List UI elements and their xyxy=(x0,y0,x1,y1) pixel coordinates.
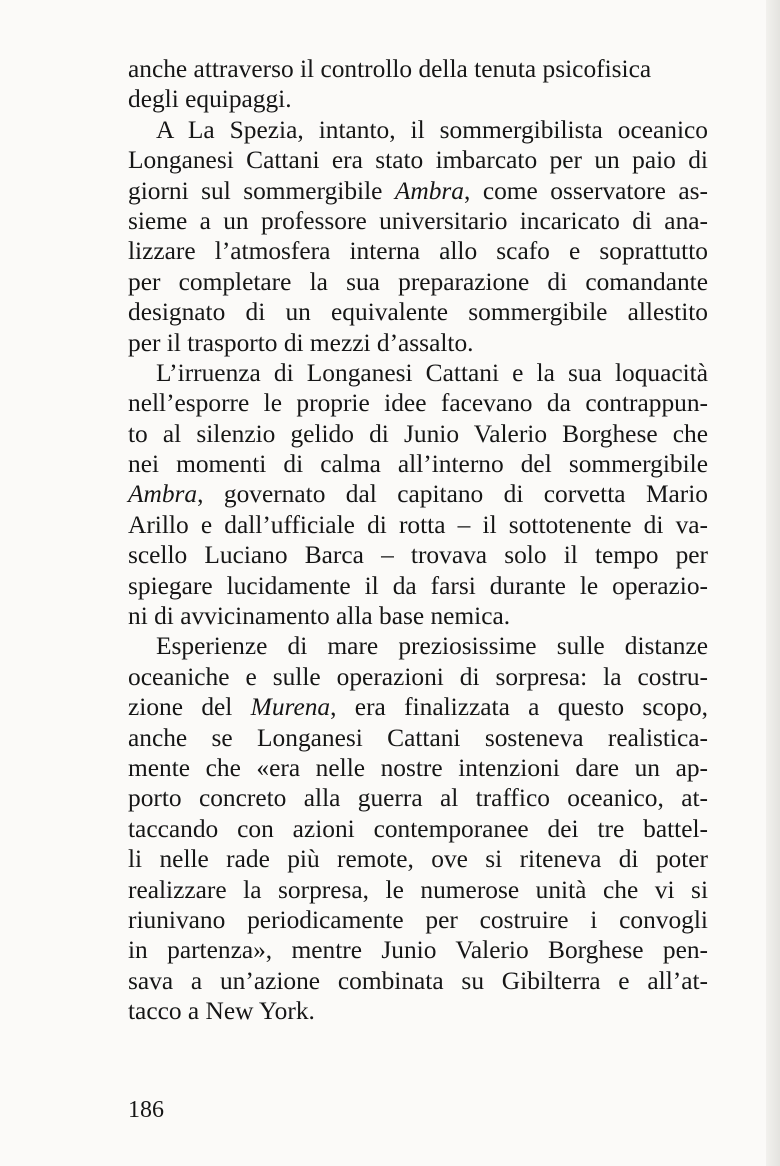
text-line: to al silenzio gelido di Junio Valerio Borghese che xyxy=(128,419,708,448)
text-line: mente che «era nelle nostre intenzioni dare un ap- xyxy=(128,753,708,782)
text-line: riunivano periodicamente per costruire i convogli xyxy=(128,905,708,934)
text-line: Ambra, governato dal capitano di corvetta Mario xyxy=(128,480,708,509)
text-line: giorni sul sommergibile Ambra, come osservatore as- xyxy=(128,176,708,205)
text-line: degli equipaggi. xyxy=(128,85,292,114)
text-line: zione del Murena, era finalizzata a questo scopo, xyxy=(128,693,708,722)
page-body-text xyxy=(128,54,708,1027)
text-line: L’irruenza di Longanesi Cattani e la sua loquacità xyxy=(156,358,708,387)
paragraph xyxy=(128,115,708,358)
text-line: Esperienze di mare preziosissime sulle distanze xyxy=(156,632,708,661)
text-line: lizzare l’atmosfera interna allo scafo e soprattutto xyxy=(128,237,708,266)
italic-title: Ambra xyxy=(128,480,198,509)
text-line: taccando con azioni contemporanee dei tre battel- xyxy=(128,814,708,843)
text-line: scello Luciano Barca – trovava solo il tempo per xyxy=(128,541,708,570)
text-line: anche se Longanesi Cattani sosteneva realistica- xyxy=(128,723,708,752)
italic-title: Ambra xyxy=(394,176,464,205)
paragraph xyxy=(128,631,708,1026)
text-line: nell’esporre le proprie idee facevano da contrappun- xyxy=(128,389,708,418)
text-line: sieme a un professore universitario incaricato di ana- xyxy=(128,206,708,235)
page-gutter-shadow xyxy=(766,0,780,1166)
paragraph xyxy=(128,358,708,632)
text-line: realizzare la sorpresa, le numerose unità che vi si xyxy=(128,875,708,904)
text-line: tacco a New York. xyxy=(128,997,315,1026)
page-number: 186 xyxy=(128,1097,164,1123)
text-line: Arillo e dall’ufficiale di rotta – il sottotenente di va- xyxy=(128,510,708,539)
text-line: ni di avvicinamento alla base nemica. xyxy=(128,602,511,631)
text-line: anche attraverso il controllo della tenuta psicofisica xyxy=(128,55,652,83)
text-line: Longanesi Cattani era stato imbarcato per un paio di xyxy=(128,146,708,175)
text-line: porto concreto alla guerra al traffico oceanico, at- xyxy=(128,784,708,813)
text-line: nei momenti di calma all’interno del sommergibile xyxy=(128,450,708,479)
paragraph xyxy=(128,54,708,115)
text-line: sava a un’azione combinata su Gibilterra e all’at- xyxy=(128,966,708,995)
text-line: in partenza», mentre Junio Valerio Borghese pen- xyxy=(128,936,708,965)
text-line: spiegare lucidamente il da farsi durante le operazio- xyxy=(128,571,708,600)
text-line: li nelle rade più remote, ove si riteneva di poter xyxy=(128,845,708,874)
italic-title: Murena xyxy=(250,693,331,722)
text-line: oceaniche e sulle operazioni di sorpresa: la costru- xyxy=(128,662,708,691)
text-line: per completare la sua preparazione di comandante xyxy=(128,267,708,296)
text-line: per il trasporto di mezzi d’assalto. xyxy=(128,328,474,357)
text-line: A La Spezia, intanto, il sommergibilista oceanico xyxy=(156,115,708,144)
text-line: designato di un equivalente sommergibile allestito xyxy=(128,298,708,327)
